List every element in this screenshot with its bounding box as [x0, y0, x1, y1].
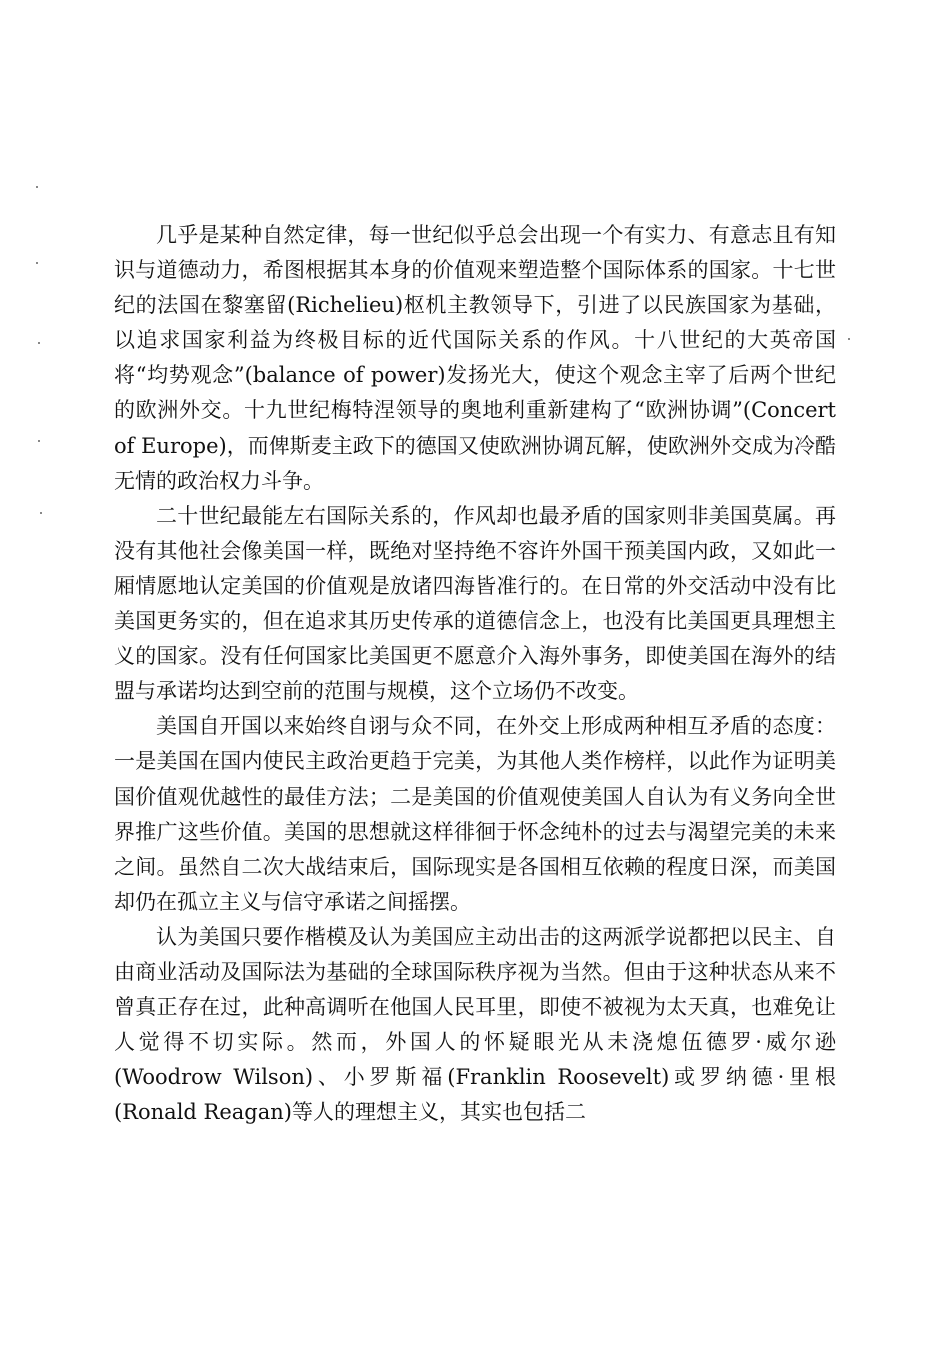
scan-speck — [36, 186, 38, 188]
scan-speck — [38, 440, 40, 442]
scan-speck — [38, 342, 40, 344]
scan-speck — [36, 262, 38, 264]
paragraph-2: 二十世纪最能左右国际关系的，作风却也最矛盾的国家则非美国莫属。再没有其他社会像美国一样，既绝对坚持绝不容许外国干预美国内政，又如此一厢情愿地认定美国的价值观是放诸四海皆准行的。在日常的外交活动中没有比美国更务实的，但在追求其历史传承的道德信念上，也没有比美国更具理想主义的国家。没有任何国家比美国更不愿意介入海外事务，即使美国在海外的结盟与承诺均达到空前的范围与规模，这个立场仍不改变。 — [114, 503, 836, 704]
paragraph-1: 几乎是某种自然定律，每一世纪似乎总会出现一个有实力、有意志且有知识与道德动力，希图根据其本身的价值观来塑造整个国际体系的国家。十七世纪的法国在黎塞留(Richelieu)枢机主教领导下，引进了以民族国家为基础，以追求国家利益为终极目标的近代国际关系的作风。十八世纪的大英帝国将“均势观念”(balance of power)发扬光大，使这个观念主宰了后两个世纪的欧洲外交。十九世纪梅特涅领导的奥地利重新建构了“欧洲协调”(Concert of Europe)，而俾斯麦主政下的德国又使欧洲协调瓦解，使欧洲外交成为冷酷无情的政治权力斗争。 — [114, 223, 836, 493]
paragraph-3: 美国自开国以来始终自诩与众不同，在外交上形成两种相互矛盾的态度：一是美国在国内使民主政治更趋于完美，为其他人类作榜样，以此作为证明美国价值观优越性的最佳方法；二是美国的价值观使美国人自认为有义务向全世界推广这些价值。美国的思想就这样徘徊于怀念纯朴的过去与渴望完美的未来之间。虽然自二次大战结束后，国际现实是各国相互依赖的程度日深，而美国却仍在孤立主义与信守承诺之间摇摆。 — [114, 714, 836, 914]
body-text — [114, 218, 836, 1130]
paragraph-4: 认为美国只要作楷模及认为美国应主动出击的这两派学说都把以民主、自由商业活动及国际法为基础的全球国际秩序视为当然。但由于这种状态从来不曾真正存在过，此种高调听在他国人民耳里，即使不被视为太天真，也难免让人觉得不切实际。然而，外国人的怀疑眼光从未浇熄伍德罗·威尔逊(Woodrow Wilson)、小罗斯福(Franklin Roosevelt)或罗纳德·里根(Ronald Reagan)等人的理想主义，其实也包括二 — [114, 924, 836, 1125]
scan-speck — [40, 512, 42, 514]
scan-speck — [848, 338, 850, 340]
